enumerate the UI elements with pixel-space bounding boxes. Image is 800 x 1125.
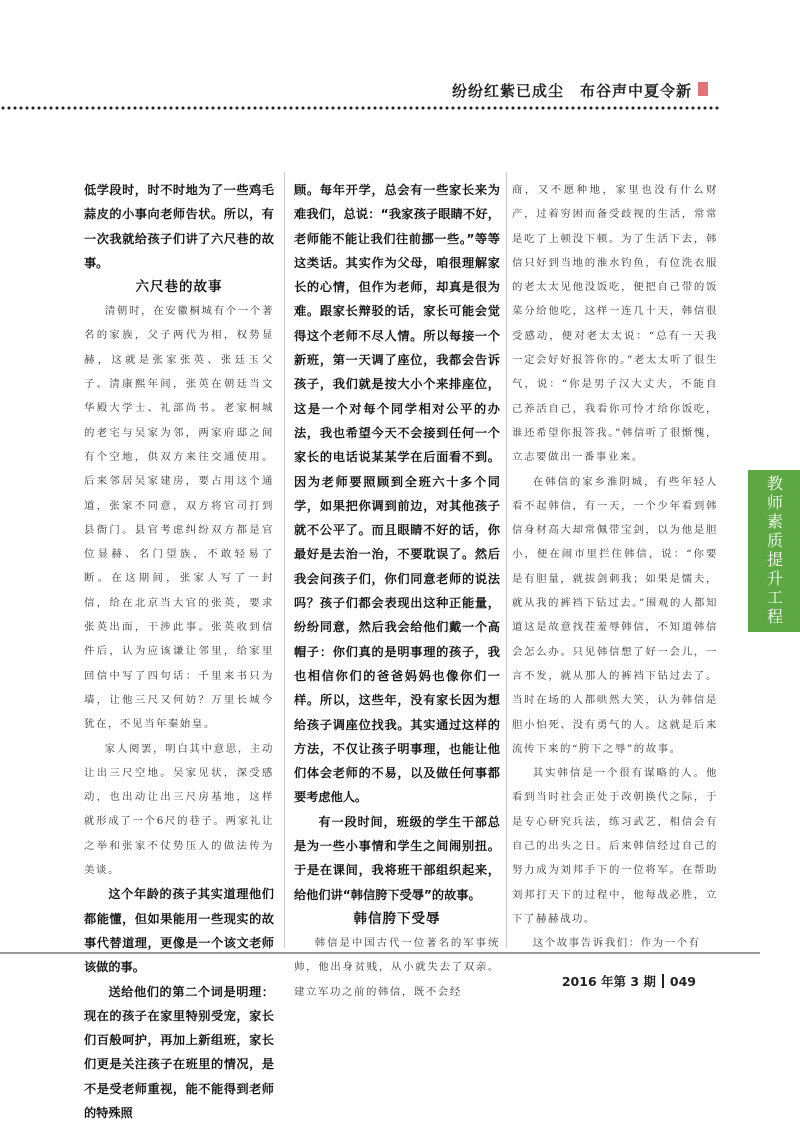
column-divider bbox=[284, 172, 285, 948]
issue-label: 2016 年第 3 期 bbox=[562, 972, 656, 990]
story-paragraph: 这个故事告诉我们：作为一个有 bbox=[512, 931, 718, 955]
paragraph: 有一段时间，班级的学生干部总是为一些小事情和学生之间闹别扭。于是在课间，我将班干部组织起来，给他们讲“韩信胯下受辱”的故事。 bbox=[294, 810, 500, 907]
story-paragraph: 在韩信的家乡淮阴城，有些年轻人看不起韩信，有一天，一个少年看到韩信身材高大却常佩带宝剑，以为他是胆小，便在闹市里拦住韩信，说：“你要是有胆量，就拔剑刺我；如果是懦夫，就从我的裤裆下钻过去。”围观的人都知道这是故意找茬羞辱韩信，不知道韩信会怎么办。只见韩信想了好一会儿，一言不发，就从那人的裤裆下钻过去了。当时在场的人都哄然大笑，认为韩信是胆小怕死、没有勇气的人。这就是后来流传下来的“胯下之辱”的故事。 bbox=[512, 470, 718, 762]
article-column-1 bbox=[84, 178, 274, 948]
section-side-tab bbox=[748, 470, 800, 632]
story-paragraph: 商，又不愿种地，家里也没有什么财产，过着穷困而备受歧视的生活，常常是吃了上顿没下顿。为了生活下去，韩信只好到当地的淮水钓鱼，有位洗衣服的老太太见他没饭吃，便把自己带的饭菜分给他吃，这样一连几十天，韩信很受感动，便对老太太说：“总有一天我一定会好好报答你的。”老太太听了很生气，说：“你是男子汉大丈夫，不能自己养活自己，我看你可怜才给你饭吃，谁还希望你报答我。”韩信听了很惭愧，立志要做出一番事业来。 bbox=[512, 178, 718, 470]
page-number: 049 bbox=[670, 974, 696, 989]
article-column-3 bbox=[512, 178, 718, 948]
paragraph: 顾。每年开学，总会有一些家长来为难我们，总说：“我家孩子眼睛不好，老师能不能让我们往前挪一些。”等等这类话。其实作为父母，咱很理解家长的心情，但作为老师，却真是很为难。跟家长辩驳的话，家长可能会觉得这个老师不尽人情。所以每接一个新班，第一天调了座位，我都会告诉孩子，我们就是按大小个来排座位，这是一个对每个同学相对公平的办法，我也希望今天不会接到任何一个家长的电话说某某学在后面看不到。因为老师要照顾到全班六十多个同学，如果把你调到前边，对其他孩子就不公平了。而且眼睛不好的话，你最好是去治一治，不要耽误了。然后我会问孩子们，你们同意老师的说法吗？孩子们都会表现出这种正能量，纷纷同意，然后我会给他们戴一个高帽子：你们真的是明事理的孩子，我也相信你们的爸爸妈妈也像你们一样。所以，这些年，没有家长因为想给孩子调座位找我。其实通过这样的方法，不仅让孩子明事理，也能让他们体会老师的不易，以及做任何事都要考虑他人。 bbox=[294, 178, 500, 810]
footer-separator bbox=[662, 974, 664, 988]
column-divider bbox=[506, 172, 507, 948]
footer-rule bbox=[0, 952, 760, 954]
section-heading: 六尺巷的故事 bbox=[84, 275, 274, 299]
story-paragraph: 其实韩信是一个很有谋略的人。他看到当时社会正处于改朝换代之际，于是专心研究兵法，练习武艺，相信会有自己的出头之日。后来韩信经过自己的努力成为刘邦手下的一位将军。在帮助刘邦打天下的过程中，他每战必胜，立下了赫赫战功。 bbox=[512, 761, 718, 931]
article-column-2 bbox=[294, 178, 500, 948]
section-side-tab-label: 教师素质提升工程 bbox=[763, 475, 786, 627]
section-heading: 韩信胯下受辱 bbox=[294, 907, 500, 931]
paragraph: 这个年龄的孩子其实道理他们都能懂，但如果能用一些现实的故事代替道理，更像是一个该文老师该做的事。 bbox=[84, 882, 274, 979]
paragraph: 低学段时，时不时地为了一些鸡毛蒜皮的小事向老师告状。所以，有一次我就给孩子们讲了六尺巷的故事。 bbox=[84, 178, 274, 275]
header-title: 纷纷红紫已成尘 布谷声中夏令新 bbox=[452, 80, 692, 101]
page-footer bbox=[562, 972, 696, 990]
story-paragraph: 家人阅罢，明白其中意思，主动让出三尺空地。吴家见状，深受感动，也出动让出三尺房基地，这样就形成了一个6尺的巷子。两家礼让之举和张家不仗势压人的做法传为美谈。 bbox=[84, 737, 274, 883]
story-paragraph: 韩信是中国古代一位著名的军事统帅，他出身贫贱，从小就失去了双亲。建立军功之前的韩信，既不会经 bbox=[294, 931, 500, 1004]
paragraph: 送给他们的第二个词是明理：现在的孩子在家里特别受宠，家长们百般呵护，再加上新组班，家长们更是关注孩子在班里的情况，是不是受老师重视，能不能得到老师的特殊照 bbox=[84, 980, 274, 1125]
header-marker bbox=[698, 82, 708, 96]
dotted-divider bbox=[0, 106, 720, 110]
story-paragraph: 清朝时，在安徽桐城有个一个著名的家族，父子两代为相，权势显赫，这就是张家张英、张廷玉父子。清康熙年间，张英在朝廷当文华殿大学士、礼部尚书。老家桐城的老宅与吴家为邻，两家府邸之间有个空地，供双方来往交通使用。后来邻居吴家建房，要占用这个通道，张家不同意，双方将官司打到县衙门。县官考虑纠纷双方都是官位显赫、名门望族，不敢轻易了断。在这期间，张家人写了一封信，给在北京当大官的张英，要求张英出面，干涉此事。张英收到信件后，认为应该谦让邻里，给家里回信中写了四句话：千里来书只为墙，让他三尺又何妨？万里长城今犹在，不见当年秦始皇。 bbox=[84, 299, 274, 736]
